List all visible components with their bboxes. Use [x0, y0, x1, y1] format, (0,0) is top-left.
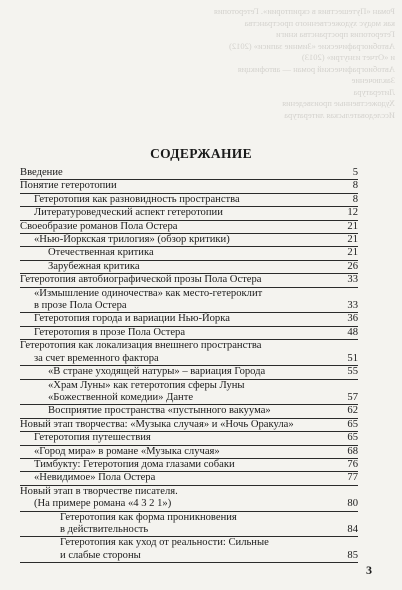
toc-entry-title: Литературоведческий аспект гетеротопии	[34, 207, 223, 219]
toc-entry-page: 36	[347, 313, 358, 325]
bleed-line: Исследовательская литература	[284, 109, 395, 120]
toc-entry-title: «Город мира» в романе «Музыка случая»	[34, 445, 220, 457]
toc-entry-page: 8	[352, 193, 358, 205]
toc-entry-page: 84	[347, 523, 358, 535]
toc-entry-page: 8	[352, 180, 358, 192]
toc-entry-page: 21	[347, 247, 358, 259]
bleed-line: Автобиографический роман — автофикция	[237, 63, 395, 74]
toc-entry-title: за счет временно́го фактора	[34, 352, 159, 364]
toc-entry-title: и слабые стороны	[60, 549, 141, 561]
bleed-line: как модус художественного пространства	[244, 17, 395, 28]
toc-entry	[20, 180, 358, 193]
toc-entry-title: в прозе Пола Остера	[34, 300, 127, 312]
toc-entry	[20, 498, 358, 511]
toc-entry	[20, 261, 358, 274]
toc-entry-page: 5	[352, 167, 358, 178]
toc-entry-title: Гетеротопия автобиографической прозы Пола Остера	[20, 274, 262, 286]
toc-entry-title: «Храм Луны» как гетеротопия сферы Луны	[48, 379, 245, 391]
toc-entry-page: 85	[347, 549, 358, 561]
toc-entry-page: 12	[347, 207, 358, 219]
toc-entry	[20, 486, 358, 498]
toc-entry-page: 26	[347, 260, 358, 272]
toc-entry-page: 51	[347, 352, 358, 364]
toc-entry	[20, 550, 358, 563]
toc-entry-page: 57	[347, 391, 358, 403]
toc-entry	[20, 459, 358, 472]
toc-entry	[20, 274, 358, 287]
toc-entry	[20, 221, 358, 234]
toc-entry	[20, 288, 358, 300]
toc-entry	[20, 524, 358, 537]
toc-entry-page: 80	[347, 498, 358, 510]
toc-entry-title: Понятие гетеротопии	[20, 180, 117, 192]
toc-entry-title: (На примере романа «4 3 2 1»)	[34, 498, 172, 510]
toc-entry	[20, 207, 358, 220]
toc-entry-title: Новый этап творчества: «Музыка случая» и «Ночь Оракула»	[20, 418, 294, 430]
toc-entry	[20, 432, 358, 445]
toc-entry-page: 77	[347, 472, 358, 484]
toc-entry	[20, 392, 358, 405]
toc-entry-title: «В стране уходящей натуры» – вариация Города	[48, 366, 266, 378]
toc-entry	[20, 300, 358, 313]
bleed-line: и «Отчет изнутри» (2013)	[301, 52, 395, 62]
toc-entry-title: «Измышление одиночества» как место-гетероклит	[34, 287, 263, 299]
toc-entry	[20, 512, 358, 524]
toc-entry-title: Введение	[20, 167, 63, 178]
toc-entry-title: Зарубежная критика	[48, 260, 140, 272]
toc-entry-title: Гетеротопия города и вариации Нью-Йорка	[34, 313, 230, 325]
toc-entry	[20, 194, 358, 207]
toc-entry-page: 76	[347, 458, 358, 470]
toc-entry-title: «Невидимое» Пола Остера	[34, 472, 156, 484]
toc-entry-title: Восприятие пространства «пустынного вакуума»	[48, 405, 271, 417]
toc-entry	[20, 167, 358, 180]
toc-entry-page: 33	[347, 300, 358, 312]
toc-entry-page: 68	[347, 445, 358, 457]
toc-entry	[20, 327, 358, 340]
bleed-line: Автобиографические «Зимние записи» (2012)	[229, 40, 395, 51]
toc-entry-page: 21	[347, 234, 358, 246]
toc-entry-title: Гетеротопия как разновидность пространства	[34, 193, 240, 205]
toc-entry-page: 65	[347, 418, 358, 430]
bleed-line: Заключение	[351, 75, 395, 85]
toc-entry-title: «Нью-Йоркская трилогия» (обзор критики)	[34, 234, 230, 246]
toc-entry-title: в действительность	[60, 523, 149, 535]
toc-entry	[20, 380, 358, 392]
toc-entry	[20, 234, 358, 247]
toc-entry-page: 21	[347, 220, 358, 232]
toc-entry-title: Гетеротопия как форма проникновения	[60, 511, 237, 523]
toc-entry	[20, 313, 358, 326]
toc-entry	[20, 405, 358, 418]
toc-entry-page: 55	[347, 366, 358, 378]
toc-entry-title: Гетеротопия в прозе Пола Остера	[34, 326, 186, 338]
toc-entry-title: Новый этап в творчестве писателя.	[20, 485, 178, 497]
toc-entry	[20, 472, 358, 485]
bleed-line: Литература	[353, 86, 395, 97]
toc-entry-title: Гетеротопия как локализация внешнего пространства	[20, 340, 262, 352]
toc-entry-page: 65	[347, 432, 358, 444]
page-number: 3	[366, 563, 372, 577]
bleed-line: Гетеротопия пространства книги	[276, 29, 395, 39]
toc-entry	[20, 247, 358, 260]
toc-entry	[20, 419, 358, 432]
page-title: СОДЕРЖАНИЕ	[150, 146, 252, 161]
toc-entry-page: 48	[347, 326, 358, 338]
toc-entry-title: Отечественная критика	[48, 247, 154, 259]
toc-entry-title: «Божественной комедии» Данте	[48, 391, 194, 403]
toc-entry-title: Гетеротопия путешествия	[34, 432, 151, 444]
toc-entry-title: Своеобразие романов Пола Остера	[20, 220, 178, 232]
toc-entry	[20, 340, 358, 352]
toc-entry	[20, 366, 358, 379]
bleed-line: Роман «Путешествия в скриптории». Гетеротопия	[214, 6, 395, 16]
toc-entry-page: 62	[347, 405, 358, 417]
table-of-contents	[20, 167, 358, 563]
toc-entry-title: Тимбукту: Гетеротопия дома глазами собаки	[34, 458, 235, 470]
toc-entry	[20, 353, 358, 366]
toc-entry	[20, 537, 358, 549]
toc-entry	[20, 446, 358, 459]
bleed-through-text	[195, 6, 395, 121]
bleed-line: Художественные произведения	[282, 98, 395, 108]
toc-entry-title: Гетеротопия как уход от реальности: Сильные	[60, 537, 269, 549]
toc-entry-page: 33	[347, 274, 358, 286]
